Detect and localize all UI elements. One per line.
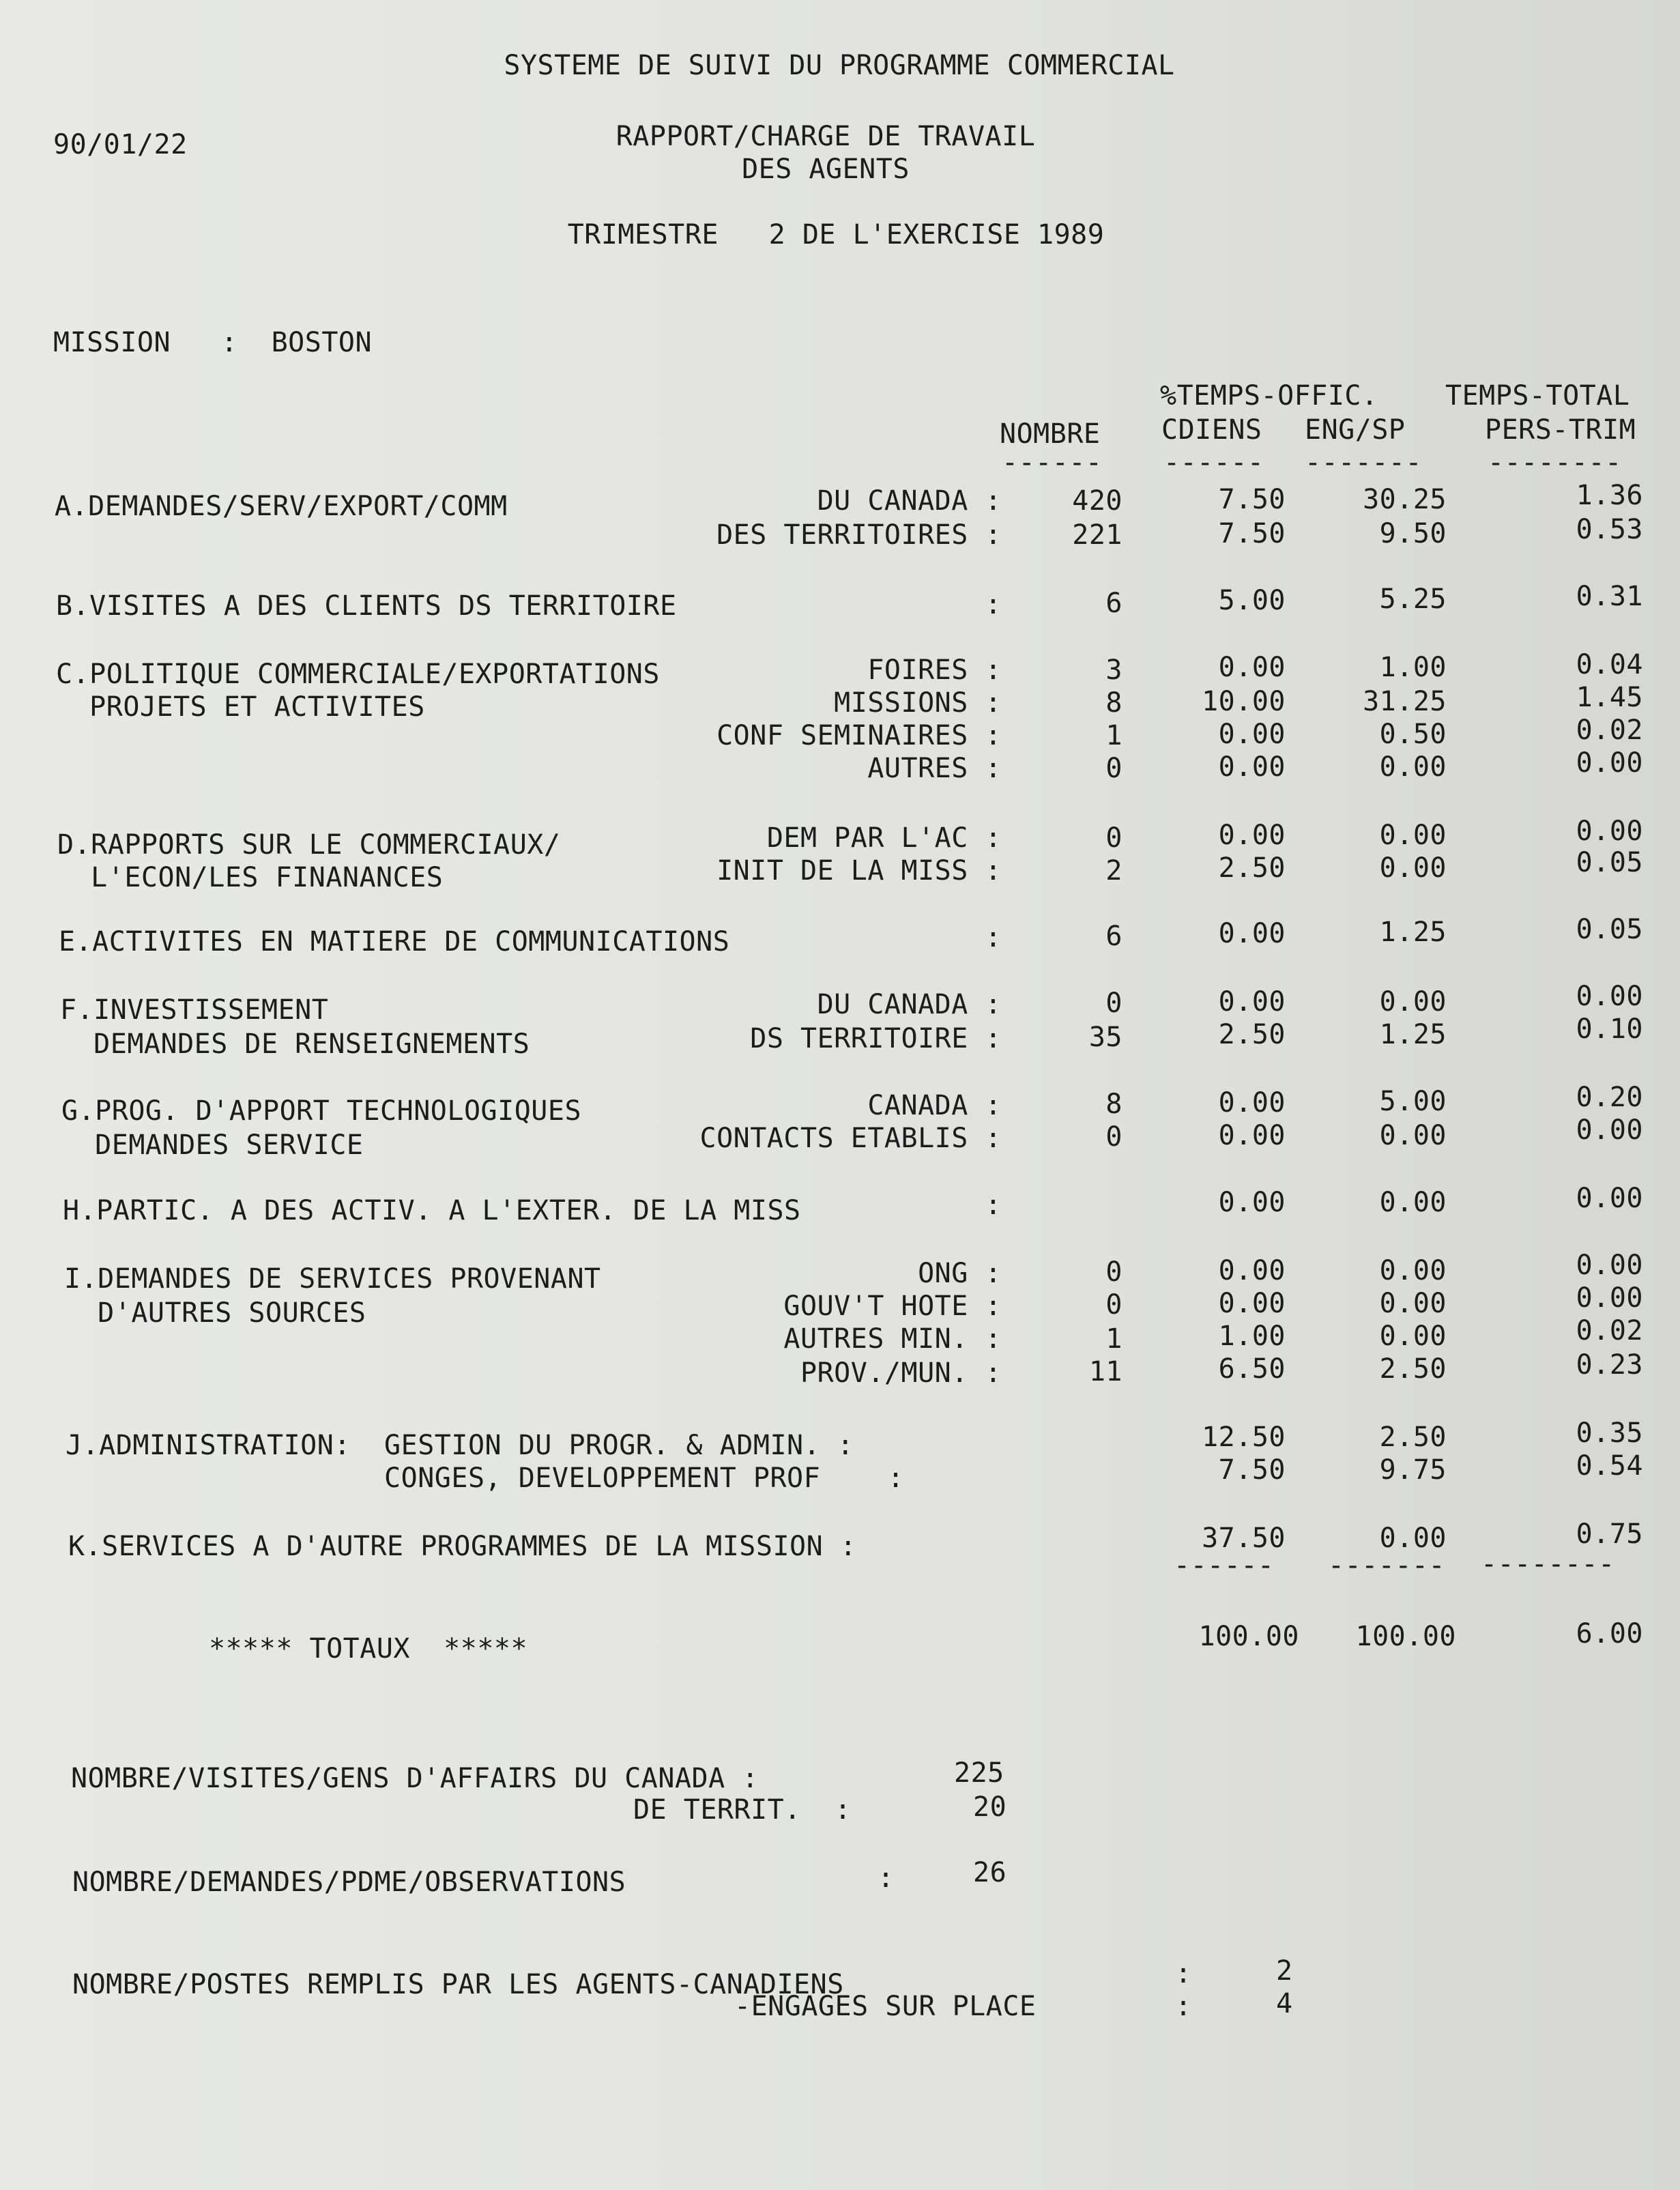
cell-cdiens: 7.50	[1218, 484, 1286, 515]
report-subtitle-1: RAPPORT/CHARGE DE TRAVAIL	[615, 121, 1036, 152]
row-label: DEMANDES DE RENSEIGNEMENTS	[60, 1028, 530, 1060]
visites-territ-value: 20	[973, 1791, 1007, 1823]
cell-nombre: 11	[1088, 1356, 1123, 1387]
row-sublabel: DU CANADA :	[817, 485, 1002, 517]
cell-nombre: 8	[1105, 687, 1123, 719]
cell-eng: 9.50	[1379, 518, 1447, 549]
cell-eng: 0.00	[1379, 1187, 1447, 1218]
col-eng-rule: -------	[1305, 447, 1423, 478]
cell-pers: 0.04	[1576, 649, 1643, 680]
row-sublabel: FOIRES :	[867, 654, 1002, 686]
cell-eng: 0.00	[1379, 1523, 1447, 1554]
col-nombre-rule: ------	[1002, 447, 1103, 478]
cell-pers: 0.00	[1576, 1183, 1643, 1214]
cell-nombre: 3	[1105, 654, 1123, 686]
cell-nombre: 2	[1105, 855, 1123, 887]
row-sublabel: DS TERRITOIRE :	[750, 1023, 1002, 1054]
cell-pers: 0.00	[1576, 1114, 1643, 1146]
row-sublabel: MISSIONS :	[834, 687, 1002, 719]
cell-eng: 0.00	[1379, 1321, 1447, 1352]
report-subtitle-2: DES AGENTS	[742, 154, 910, 185]
cell-cdiens: 5.00	[1218, 585, 1286, 616]
cell-cdiens: 0.00	[1218, 751, 1286, 783]
row-sublabel: DU CANADA :	[817, 989, 1002, 1020]
row-sublabel: CANADA :	[867, 1090, 1002, 1121]
row-label: C.POLITIQUE COMMERCIALE/EXPORTATIONS	[56, 659, 660, 690]
cell-eng: 9.75	[1379, 1454, 1447, 1486]
cell-cdiens: 0.00	[1218, 986, 1286, 1018]
visites-label: NOMBRE/VISITES/GENS D'AFFAIRS DU CANADA :	[71, 1763, 759, 1794]
cell-pers: 0.75	[1576, 1518, 1643, 1550]
cell-cdiens: 0.00	[1218, 652, 1286, 683]
row-sublabel: DEM PAR L'AC :	[766, 822, 1002, 854]
row-label: DEMANDES SERVICE	[61, 1129, 364, 1161]
col-cdiens-rule: ------	[1163, 447, 1264, 478]
cell-cdiens: 7.50	[1218, 1454, 1286, 1486]
cell-cdiens: 12.50	[1202, 1422, 1286, 1453]
cell-eng: 0.00	[1379, 986, 1447, 1018]
cell-cdiens: 0.00	[1218, 1255, 1286, 1286]
totals-rule-pers: --------	[1481, 1548, 1615, 1580]
cell-eng: 2.50	[1379, 1353, 1447, 1385]
totals-rule-eng: -------	[1328, 1550, 1446, 1581]
cell-pers: 0.00	[1576, 1282, 1643, 1314]
row-label: CONGES, DEVELOPPEMENT PROF :	[66, 1463, 905, 1494]
cell-cdiens: 0.00	[1218, 820, 1286, 851]
row-label: E.ACTIVITES EN MATIERE DE COMMUNICATIONS	[59, 926, 730, 957]
cell-pers: 0.35	[1576, 1417, 1643, 1449]
engages-value: 4	[1276, 1988, 1293, 2019]
cell-eng: 0.00	[1379, 1255, 1447, 1286]
row-label: I.DEMANDES DE SERVICES PROVENANT	[64, 1263, 601, 1295]
cell-pers: 0.05	[1576, 847, 1643, 878]
cell-eng: 1.00	[1379, 652, 1447, 683]
row-sublabel: :	[985, 922, 1002, 953]
totals-label: ***** TOTAUX *****	[209, 1633, 528, 1665]
cell-pers: 1.36	[1576, 480, 1643, 511]
cell-nombre: 0	[1105, 1289, 1123, 1321]
cell-cdiens: 1.00	[1218, 1321, 1286, 1352]
total-pers: 6.00	[1576, 1618, 1643, 1649]
demandes-colon: :	[878, 1862, 895, 1894]
row-sublabel: ONG :	[918, 1258, 1002, 1289]
col-pers-header: PERS-TRIM	[1485, 414, 1636, 446]
row-sublabel: INIT DE LA MISS :	[716, 855, 1002, 887]
report-period: TRIMESTRE 2 DE L'EXERCISE 1989	[567, 219, 1105, 250]
cell-eng: 1.25	[1379, 917, 1447, 948]
cell-pers: 0.20	[1576, 1082, 1643, 1113]
row-label: F.INVESTISSEMENT	[60, 994, 329, 1026]
cell-nombre: 0	[1105, 822, 1123, 854]
cell-cdiens: 2.50	[1218, 852, 1286, 884]
cell-nombre: 1	[1105, 1323, 1123, 1355]
row-label: D.RAPPORTS SUR LE COMMERCIAUX/	[57, 829, 561, 861]
cell-pers: 0.53	[1576, 514, 1643, 545]
report-title: SYSTEME DE SUIVI DU PROGRAMME COMMERCIAL	[504, 50, 1175, 81]
cell-cdiens: 2.50	[1218, 1019, 1286, 1050]
col-eng-header: ENG/SP	[1305, 414, 1406, 446]
col-cdiens-header: CDIENS	[1161, 414, 1262, 446]
row-sublabel: PROV./MUN. :	[800, 1357, 1002, 1389]
cell-pers: 0.05	[1576, 914, 1643, 945]
row-label: H.PARTIC. A DES ACTIV. A L'EXTER. DE LA MISS	[63, 1195, 801, 1226]
cell-pers: 1.45	[1576, 682, 1643, 713]
row-label: L'ECON/LES FINANANCES	[57, 862, 444, 893]
row-label: PROJETS ET ACTIVITES	[56, 691, 425, 723]
row-label: K.SERVICES A D'AUTRE PROGRAMMES DE LA MISSION :	[68, 1531, 857, 1562]
row-sublabel: CONTACTS ETABLIS :	[699, 1123, 1002, 1154]
visites-canada-value: 225	[954, 1757, 1004, 1789]
postes-colon: :	[1175, 1958, 1192, 1989]
cell-cdiens: 0.00	[1218, 1120, 1286, 1151]
cell-nombre: 0	[1105, 988, 1123, 1019]
cell-eng: 0.00	[1379, 820, 1447, 851]
cell-nombre: 0	[1105, 753, 1123, 784]
totals-rule-cdiens: ------	[1174, 1550, 1275, 1581]
cell-cdiens: 0.00	[1218, 918, 1286, 949]
postes-value: 2	[1276, 1955, 1293, 1987]
cell-nombre: 221	[1072, 519, 1123, 551]
cell-nombre: 6	[1105, 588, 1123, 619]
row-label: G.PROG. D'APPORT TECHNOLOGIQUES	[61, 1095, 582, 1127]
cell-nombre: 35	[1088, 1022, 1123, 1053]
cell-nombre: 0	[1105, 1121, 1123, 1153]
cell-cdiens: 10.00	[1202, 686, 1286, 717]
cell-nombre: 0	[1105, 1256, 1123, 1288]
col-total-header: TEMPS-TOTAL	[1445, 380, 1630, 412]
cell-eng: 0.00	[1379, 1120, 1447, 1151]
cell-eng: 2.50	[1379, 1422, 1447, 1453]
demandes-label: NOMBRE/DEMANDES/PDME/OBSERVATIONS	[72, 1867, 626, 1898]
engages-colon: :	[1175, 1991, 1192, 2022]
row-label: D'AUTRES SOURCES	[64, 1297, 366, 1329]
cell-eng: 31.25	[1363, 686, 1447, 717]
demandes-value: 26	[973, 1857, 1007, 1888]
cell-nombre: 8	[1105, 1089, 1123, 1120]
mission-label: MISSION : BOSTON	[53, 327, 373, 358]
cell-eng: 30.25	[1363, 484, 1447, 515]
cell-pers: 0.23	[1576, 1349, 1643, 1381]
row-sublabel: GOUV'T HOTE :	[783, 1291, 1002, 1322]
cell-nombre: 6	[1105, 921, 1123, 952]
cell-pers: 0.31	[1576, 581, 1643, 612]
cell-eng: 5.00	[1379, 1086, 1447, 1117]
row-sublabel: CONF SEMINAIRES :	[716, 720, 1002, 751]
row-sublabel: DES TERRITOIRES :	[716, 519, 1002, 551]
row-label: J.ADMINISTRATION: GESTION DU PROGR. & ADMIN. :	[66, 1430, 854, 1461]
row-sublabel: :	[985, 589, 1002, 620]
cell-pers: 0.00	[1576, 816, 1643, 847]
row-sublabel: AUTRES MIN. :	[783, 1323, 1002, 1355]
col-pers-rule: --------	[1488, 447, 1622, 478]
cell-eng: 0.00	[1379, 852, 1447, 884]
postes-label: NOMBRE/POSTES REMPLIS PAR LES AGENTS-CANADIENS	[72, 1969, 844, 2000]
cell-eng: 5.25	[1379, 583, 1447, 615]
cell-cdiens: 7.50	[1218, 518, 1286, 549]
engages-label: -ENGAGES SUR PLACE	[734, 1991, 1037, 2022]
cell-eng: 0.50	[1379, 719, 1447, 750]
row-sublabel: AUTRES :	[867, 753, 1002, 784]
cell-cdiens: 6.50	[1218, 1353, 1286, 1385]
cell-pers: 0.00	[1576, 747, 1643, 779]
row-label: B.VISITES A DES CLIENTS DS TERRITOIRE	[56, 590, 677, 622]
cell-eng: 0.00	[1379, 1288, 1447, 1319]
cell-pers: 0.10	[1576, 1013, 1643, 1045]
cell-eng: 0.00	[1379, 751, 1447, 783]
report-date: 90/01/22	[53, 129, 188, 160]
row-sublabel: :	[985, 1190, 1002, 1221]
cell-nombre: 1	[1105, 720, 1123, 751]
total-eng: 100.00	[1355, 1621, 1456, 1652]
cell-cdiens: 0.00	[1218, 1087, 1286, 1119]
cell-cdiens: 37.50	[1202, 1523, 1286, 1554]
territ-label: DE TERRIT. :	[633, 1794, 852, 1826]
cell-pers: 0.02	[1576, 1315, 1643, 1346]
cell-nombre: 420	[1072, 485, 1123, 517]
cell-cdiens: 0.00	[1218, 1288, 1286, 1319]
cell-cdiens: 0.00	[1218, 1187, 1286, 1218]
col-group-header: %TEMPS-OFFIC.	[1160, 380, 1378, 412]
cell-pers: 0.02	[1576, 715, 1643, 746]
col-nombre-header: NOMBRE	[1000, 418, 1101, 450]
cell-cdiens: 0.00	[1218, 719, 1286, 750]
total-cdiens: 100.00	[1198, 1621, 1299, 1652]
cell-pers: 0.54	[1576, 1450, 1643, 1482]
cell-pers: 0.00	[1576, 1250, 1643, 1281]
cell-pers: 0.00	[1576, 981, 1643, 1012]
cell-eng: 1.25	[1379, 1019, 1447, 1050]
row-label: A.DEMANDES/SERV/EXPORT/COMM	[55, 491, 508, 522]
